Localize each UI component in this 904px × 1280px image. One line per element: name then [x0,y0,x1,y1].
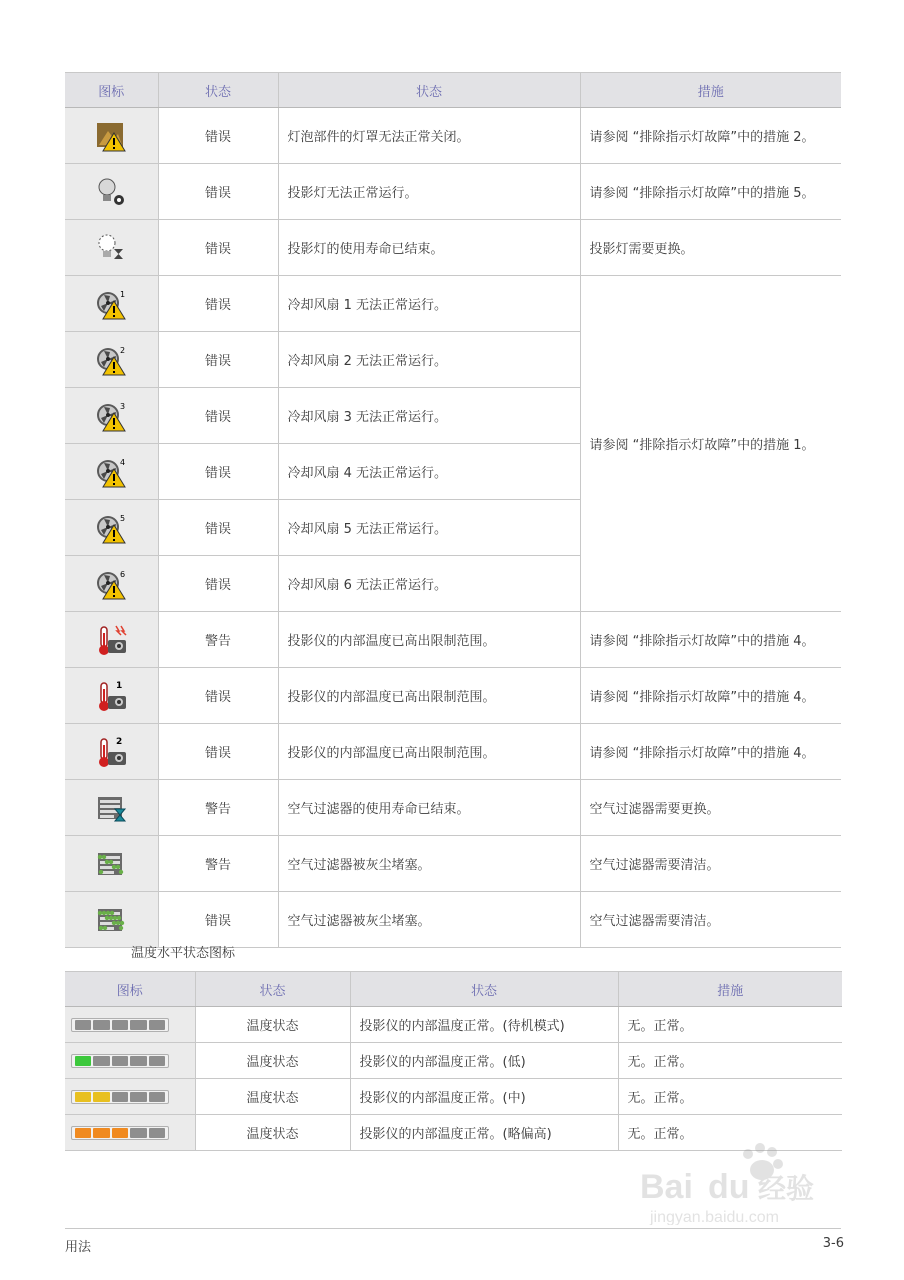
col-header-description: 状态 [278,73,580,108]
state-cell: 错误 [158,724,278,780]
col-header-action: 措施 [580,73,841,108]
description-cell: 冷却风扇 6 无法正常运行。 [278,556,580,612]
table-row [65,780,841,836]
state-cell: 错误 [158,108,278,164]
table-row [65,724,841,780]
action-cell: 空气过滤器需要更换。 [580,780,841,836]
state-cell: 错误 [158,668,278,724]
svg-text:du: du [708,1168,750,1206]
state-cell: 错误 [158,332,278,388]
table-row [65,164,841,220]
state-cell: 温度状态 [195,1115,350,1151]
status-icon-cell [65,668,158,724]
state-cell: 错误 [158,164,278,220]
state-cell: 错误 [158,892,278,948]
svg-text:6: 6 [120,569,126,579]
status-icon-cell [65,724,158,780]
state-cell: 错误 [158,276,278,332]
status-icon-cell [65,780,158,836]
description-cell: 灯泡部件的灯罩无法正常关闭。 [278,108,580,164]
svg-text:Bai: Bai [640,1168,693,1206]
description-cell: 冷却风扇 4 无法正常运行。 [278,444,580,500]
state-cell: 错误 [158,500,278,556]
footer-section-label: 用法 [65,1240,92,1255]
status-icon-cell [65,164,158,220]
state-cell: 温度状态 [195,1007,350,1043]
table-row [65,1079,842,1115]
action-cell: 空气过滤器需要清洁。 [580,836,841,892]
section-title: 温度水平状态图标 [131,946,236,961]
temperature-segment [130,1020,146,1030]
description-cell: 冷却风扇 5 无法正常运行。 [278,500,580,556]
temperature-segment [149,1056,165,1066]
table-row [65,220,841,276]
temperature-segment [75,1128,91,1138]
status-icon-cell [65,556,158,612]
description-cell: 空气过滤器被灰尘堵塞。 [278,892,580,948]
col-header-state: 状态 [195,972,350,1007]
svg-text:jingyan.baidu.com: jingyan.baidu.com [650,1209,779,1225]
action-cell: 请参阅 “排除指示灯故障”中的措施 4。 [580,668,841,724]
fan-1-warning-icon [94,289,128,311]
lamp-gear-icon [94,184,128,199]
col-header-icon: 图标 [65,73,158,108]
action-cell: 无。正常。 [618,1115,842,1151]
temperature-segment [130,1128,146,1138]
status-icon-cell [65,108,158,164]
temp-bar-high-icon [65,1115,195,1151]
temperature-segment [149,1020,165,1030]
table-header-row [65,73,841,108]
footer-divider [65,1228,841,1229]
description-cell: 冷却风扇 1 无法正常运行。 [278,276,580,332]
svg-text:1: 1 [116,680,123,691]
state-cell: 警告 [158,612,278,668]
lamp-hourglass-icon [94,240,128,255]
fan-2-warning-icon [94,345,128,367]
temp-bar-standby-icon [65,1007,195,1043]
svg-text:5: 5 [120,513,126,523]
temperature-level-table [65,971,842,1151]
col-header-state: 状态 [158,73,278,108]
temperature-segment [130,1056,146,1066]
status-icon-cell [65,276,158,332]
page-number: 3-6 [822,1236,844,1251]
temperature-segment [149,1092,165,1102]
svg-text:经验: 经验 [758,1172,815,1205]
state-cell: 错误 [158,556,278,612]
table-row [65,668,841,724]
lamp-cover-warning-icon [94,128,128,143]
temperature-segment [93,1020,109,1030]
status-icon-cell [65,220,158,276]
temperature-segment [93,1128,109,1138]
svg-text:1: 1 [120,289,126,299]
svg-text:2: 2 [120,345,126,355]
action-cell: 投影灯需要更换。 [580,220,841,276]
state-cell: 错误 [158,220,278,276]
description-cell: 冷却风扇 3 无法正常运行。 [278,388,580,444]
status-icon-cell [65,836,158,892]
temperature-segment [112,1092,128,1102]
table-row [65,108,841,164]
temperature-segment [75,1020,91,1030]
action-cell: 无。正常。 [618,1007,842,1043]
svg-text:4: 4 [120,457,126,467]
status-icon-cell [65,444,158,500]
table-row [65,276,841,332]
description-cell: 空气过滤器被灰尘堵塞。 [278,836,580,892]
action-cell: 请参阅 “排除指示灯故障”中的措施 4。 [580,612,841,668]
action-cell: 无。正常。 [618,1079,842,1115]
col-header-action: 措施 [618,972,842,1007]
action-cell: 请参阅 “排除指示灯故障”中的措施 5。 [580,164,841,220]
col-header-icon: 图标 [65,972,195,1007]
action-cell: 请参阅 “排除指示灯故障”中的措施 1。 [580,276,841,612]
table-row [65,1043,842,1079]
baidu-jingyan-watermark [640,1140,850,1225]
fan-6-warning-icon [94,569,128,591]
table-row [65,892,841,948]
filter-dust-icon [94,856,128,871]
filter-hourglass-icon [94,800,128,815]
temperature-segment [93,1092,109,1102]
fan-5-warning-icon [94,513,128,535]
description-cell: 投影仪的内部温度已高出限制范围。 [278,612,580,668]
description-cell: 投影灯的使用寿命已结束。 [278,220,580,276]
temperature-segment [112,1056,128,1066]
description-cell: 投影仪的内部温度正常。(低) [350,1043,618,1079]
description-cell: 空气过滤器的使用寿命已结束。 [278,780,580,836]
status-icon-table [65,72,841,948]
description-cell: 投影灯无法正常运行。 [278,164,580,220]
state-cell: 错误 [158,444,278,500]
description-cell: 冷却风扇 2 无法正常运行。 [278,332,580,388]
temp-bar-mid-icon [65,1079,195,1115]
description-cell: 投影仪的内部温度已高出限制范围。 [278,724,580,780]
table-row [65,612,841,668]
temperature-segment [112,1020,128,1030]
table-row [65,836,841,892]
svg-text:3: 3 [120,401,126,411]
svg-text:2: 2 [116,736,123,747]
temperature-segment [130,1092,146,1102]
status-icon-cell [65,500,158,556]
state-cell: 警告 [158,836,278,892]
action-cell: 无。正常。 [618,1043,842,1079]
status-icon-cell [65,612,158,668]
thermometer-projector-icon [94,632,128,647]
thermometer-2-projector-icon [94,736,128,759]
fan-4-warning-icon [94,457,128,479]
status-icon-cell [65,892,158,948]
table-header-row [65,972,842,1007]
action-cell: 请参阅 “排除指示灯故障”中的措施 4。 [580,724,841,780]
state-cell: 温度状态 [195,1043,350,1079]
status-icon-cell [65,388,158,444]
description-cell: 投影仪的内部温度已高出限制范围。 [278,668,580,724]
state-cell: 警告 [158,780,278,836]
fan-3-warning-icon [94,401,128,423]
action-cell: 请参阅 “排除指示灯故障”中的措施 2。 [580,108,841,164]
temperature-segment [149,1128,165,1138]
temperature-segment [112,1128,128,1138]
description-cell: 投影仪的内部温度正常。(略偏高) [350,1115,618,1151]
col-header-description: 状态 [350,972,618,1007]
temperature-segment [75,1056,91,1066]
table-row [65,1007,842,1043]
thermometer-1-projector-icon [94,680,128,703]
filter-dust-heavy-icon [94,912,128,927]
temp-bar-low-icon [65,1043,195,1079]
action-cell: 空气过滤器需要清洁。 [580,892,841,948]
description-cell: 投影仪的内部温度正常。(待机模式) [350,1007,618,1043]
state-cell: 温度状态 [195,1079,350,1115]
temperature-segment [75,1092,91,1102]
temperature-segment [93,1056,109,1066]
description-cell: 投影仪的内部温度正常。(中) [350,1079,618,1115]
state-cell: 错误 [158,388,278,444]
status-icon-cell [65,332,158,388]
